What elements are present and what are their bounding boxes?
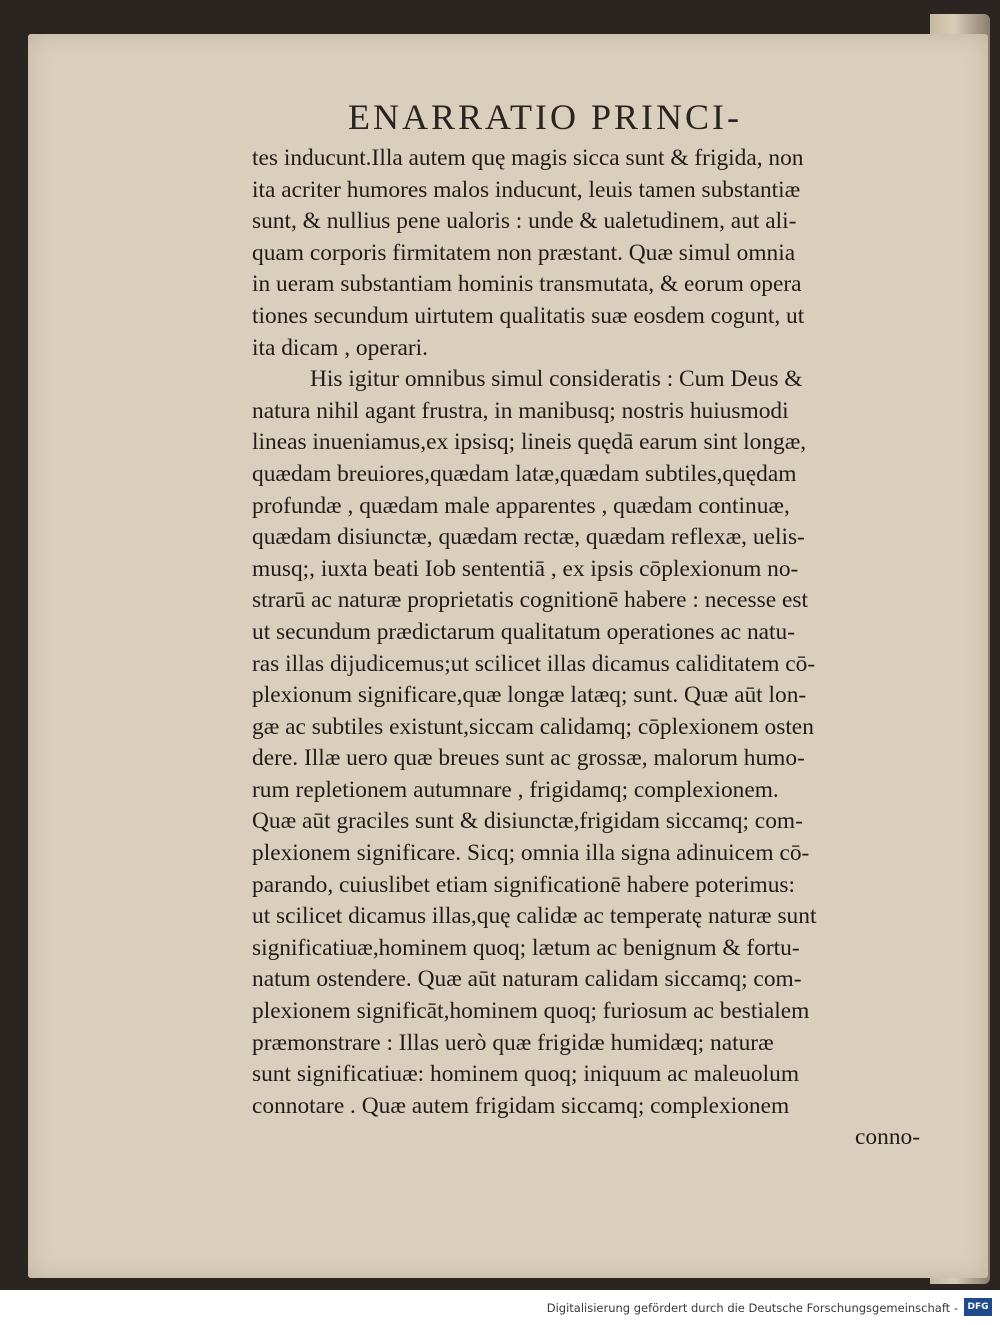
- text-block: [252, 143, 924, 1154]
- text-line: dere. Illæ uero quæ breues sunt ac grossæ, malorum humo-: [252, 745, 805, 772]
- text-line: quam corporis firmitatem non præstant. Quæ simul omnia: [252, 239, 796, 266]
- text-line: strarū ac naturæ proprietatis cognitionē habere : necesse est: [252, 587, 808, 614]
- text-line: lineas inueniamus,ex ipsisq; lineis quędā earum sint longæ,: [252, 429, 807, 456]
- text-line: plexionem significāt,hominem quoq; furiosum ac bestialem: [252, 998, 810, 1025]
- text-line: tes inducunt.Illa autem quę magis sicca sunt & frigida, non: [252, 145, 804, 171]
- text-line: parando, cuiuslibet etiam significationē habere poterimus:: [252, 871, 796, 898]
- text-line: tiones secundum uirtutem qualitatis suæ eosdem cogunt, ut: [252, 302, 805, 329]
- text-line: rum repletionem autumnare , frigidamq; complexionem.: [252, 776, 779, 803]
- text-line: quædam disiunctæ, quædam rectæ, quædam reflexæ, uelis-: [252, 524, 805, 551]
- text-line: ita dicam , operari.: [252, 334, 429, 361]
- paragraph-start-line: His igitur omnibus simul consideratis : Cum Deus &: [310, 366, 803, 393]
- text-line: ut secundum prædictarum qualitatum operationes ac natu-: [252, 618, 796, 645]
- text-line: gæ ac subtiles existunt,siccam calidamq; cōplexionem osten: [252, 713, 814, 740]
- text-line: ita acriter humores malos inducunt, leuis tamen substantiæ: [252, 176, 801, 203]
- text-line: quædam breuiores,quædam latæ,quædam subtiles,quędam: [252, 460, 797, 487]
- text-line: Quæ aūt graciles sunt & disiunctæ,frigidam siccamq; com-: [252, 808, 803, 835]
- text-line: natum ostendere. Quæ aūt naturam calidam siccamq; com-: [252, 966, 802, 993]
- footer-attribution: Digitalisierung gefördert durch die Deutsche Forschungsgemeinschaft -: [546, 1301, 958, 1315]
- text-line: connotare . Quæ autem frigidam siccamq; complexionem: [252, 1092, 790, 1119]
- running-header: ENARRATIO PRINCI-: [348, 97, 743, 137]
- text-line: in ueram substantiam hominis transmutata, & eorum opera: [252, 271, 802, 298]
- text-line: plexionem significare. Sicq; omnia illa signa adinuicem cō-: [252, 840, 810, 867]
- text-line: præmonstrare : Illas uerò quæ frigidæ humidæq; naturæ: [252, 1029, 774, 1056]
- text-line: significatiuæ,hominem quoq; lætum ac benignum & fortu-: [252, 934, 800, 961]
- text-line: ras illas dijudicemus;ut scilicet illas dicamus caliditatem cō-: [252, 650, 816, 677]
- footer-bar: [0, 1290, 1000, 1325]
- text-line: ut scilicet dicamus illas,quę calidæ ac temperatę naturæ sunt: [252, 903, 817, 930]
- dfg-logo: DFG: [964, 1298, 992, 1316]
- text-line: plexionum significare,quæ longæ latæq; sunt. Quæ aūt lon-: [252, 682, 807, 709]
- text-line: profundæ , quædam male apparentes , quædam continuæ,: [252, 492, 790, 519]
- text-line: musq;, iuxta beati Iob sententiā , ex ipsis cōplexionum no-: [252, 555, 799, 582]
- catchword: conno-: [855, 1124, 920, 1151]
- text-line: sunt significatiuæ: hominem quoq; iniquum ac maleuolum: [252, 1061, 800, 1088]
- text-line: natura nihil agant frustra, in manibusq; nostris huiusmodi: [252, 397, 789, 424]
- text-line: sunt, & nullius pene ualoris : unde & ualetudinem, aut ali-: [252, 208, 797, 235]
